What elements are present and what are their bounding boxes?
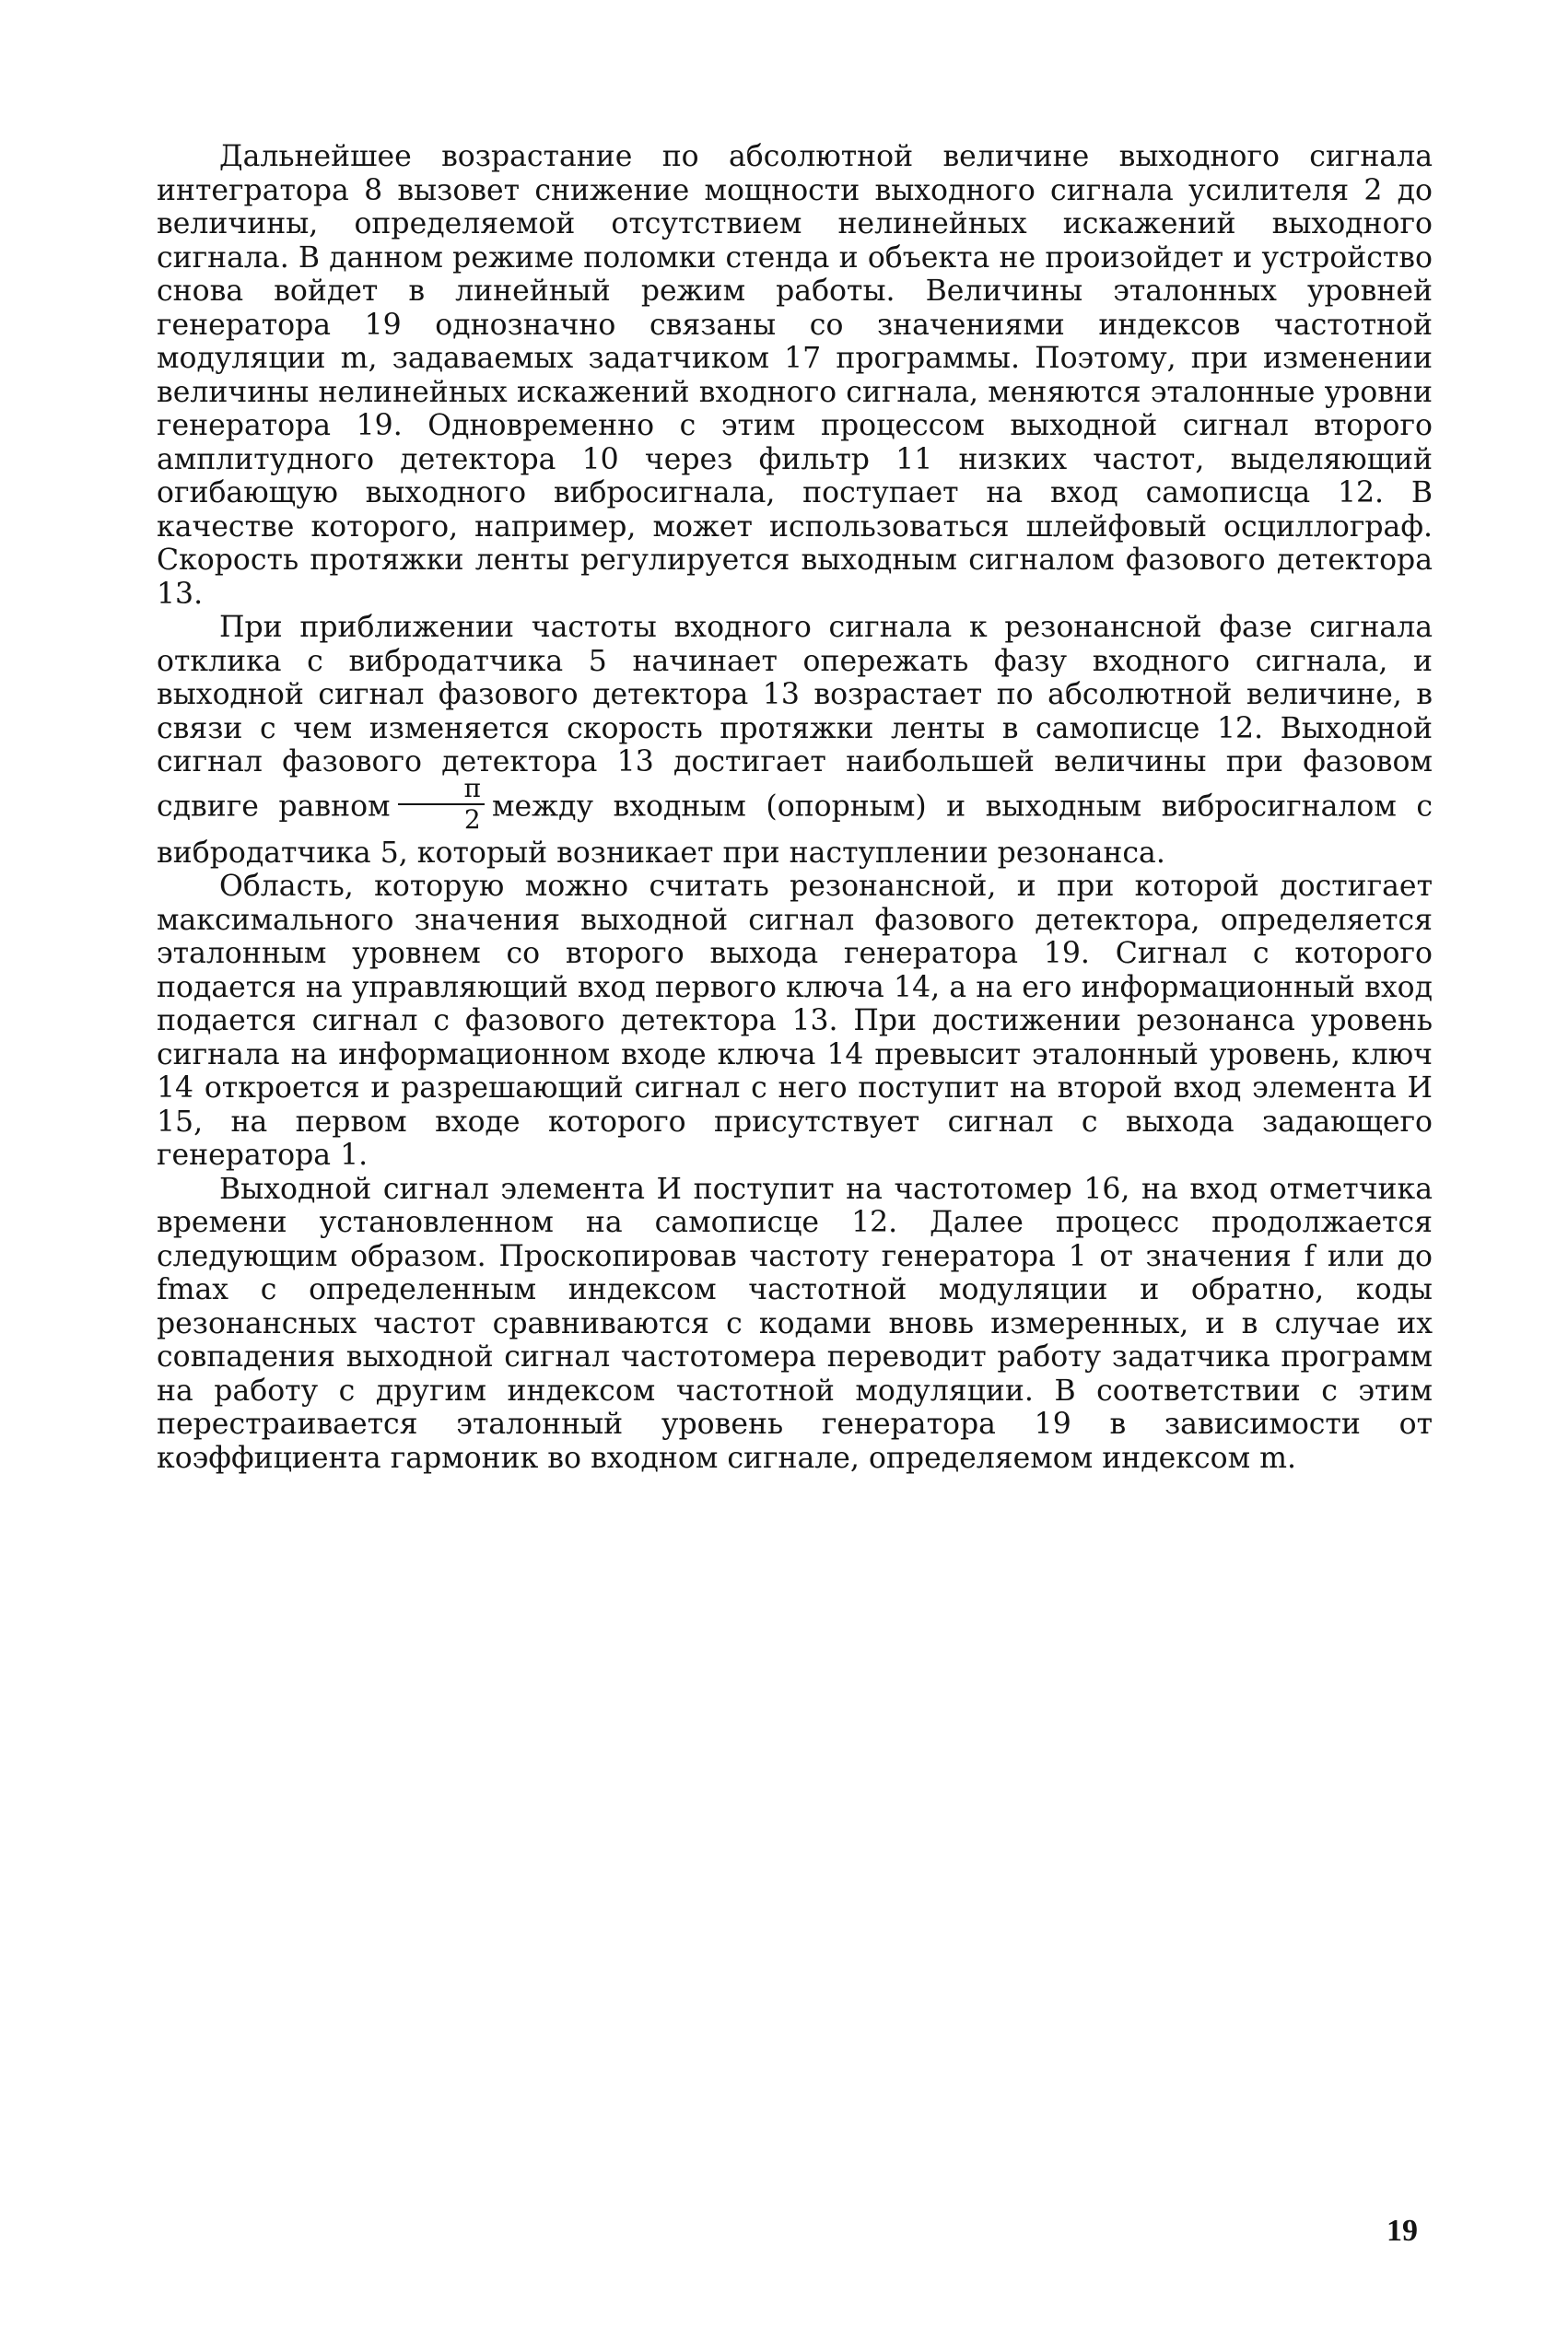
paragraph-resonance-region: Область, которую можно считать резонансной, и при которой достигает максимального значения выходной сигнал фазового детектора, определяется эталонным уровнем со второго выхода генератора 19. Сигнал с которого подается на управляющий вход первого ключа 14, а на его информационный вход подается сигнал с фазового детектора 13. При достижении резонанса уровень сигнала на информационном входе ключа 14 превысит эталонный уровень, ключ 14 откроется и разрешающий сигнал с него поступит на второй вход элемента И 15, на первом входе которого присутствует сигнал с выхода задающего генератора 1.	[157, 870, 1433, 1172]
pi-over-two-fraction	[398, 772, 485, 835]
paragraph-nonlinear-distortion: Дальнейшее возрастание по абсолютной величине выходного сигнала интегратора 8 вызовет снижение мощности выходного сигнала усилителя 2 до величины, определяемой отсутствием нелинейных искажений выходного сигнала. В данном режиме поломки стенда и объекта не произойдет и устройство снова войдет в линейный режим работы. Величины эталонных уровней генератора 19 однозначно связаны со значениями индексов частотной модуляции m, задаваемых задатчиком 17 программы. Поэтому, при изменении величины нелинейных искажений входного сигнала, меняются эталонные уровни генератора 19. Одновременно с этим процессом выходной сигнал второго амплитудного детектора 10 через фильтр 11 низких частот, выделяющий огибающую выходного вибросигнала, поступает на вход самописца 12. В качестве которого, например, может использоваться шлейфовый осциллограф. Скорость протяжки ленты регулируется выходным сигналом фазового детектора 13.	[157, 140, 1433, 611]
paragraph-element-output: Выходной сигнал элемента И поступит на частотомер 16, на вход отметчика времени установленном на самописце 12. Далее процесс продолжается следующим образом. Проскопировав частоту генератора 1 от значения f или до fmax с определенным индексом частотной модуляции и обратно, коды резонансных частот сравниваются с кодами вновь измеренных, и в случае их совпадения выходной сигнал частотомера переводит работу задатчика программ на работу с другим индексом частотной модуляции. В соответствии с этим перестраивается эталонный уровень генератора 19 в зависимости от коэффициента гармоник во входном сигнале, определяемом индексом m.	[157, 1172, 1433, 1475]
resonance-text-before: При приближении частоты входного сигнала к резонансной фазе сигнала отклика с вибродатчика 5 начинает опережать фазу входного сигнала, и выходной сигнал фазового детектора 13 возрастает по абсолютной величине, в связи с чем изменяется скорость протяжки ленты в самописце 12. Выходной сигнал фазового детектора 13 достигает наибольшей величины при фазовом сдвиге равном	[157, 611, 1433, 823]
page-body	[157, 140, 1433, 1475]
paragraph-resonance-approach	[157, 611, 1433, 870]
fraction-numerator: π	[398, 776, 485, 805]
resonance-text-after: между входным (опорным) и выходным вибросигналом с вибродатчика 5, который возникает при наступлении резонанса.	[157, 790, 1433, 870]
fraction-denominator: 2	[463, 803, 481, 835]
page-number: 19	[1387, 2214, 1418, 2248]
